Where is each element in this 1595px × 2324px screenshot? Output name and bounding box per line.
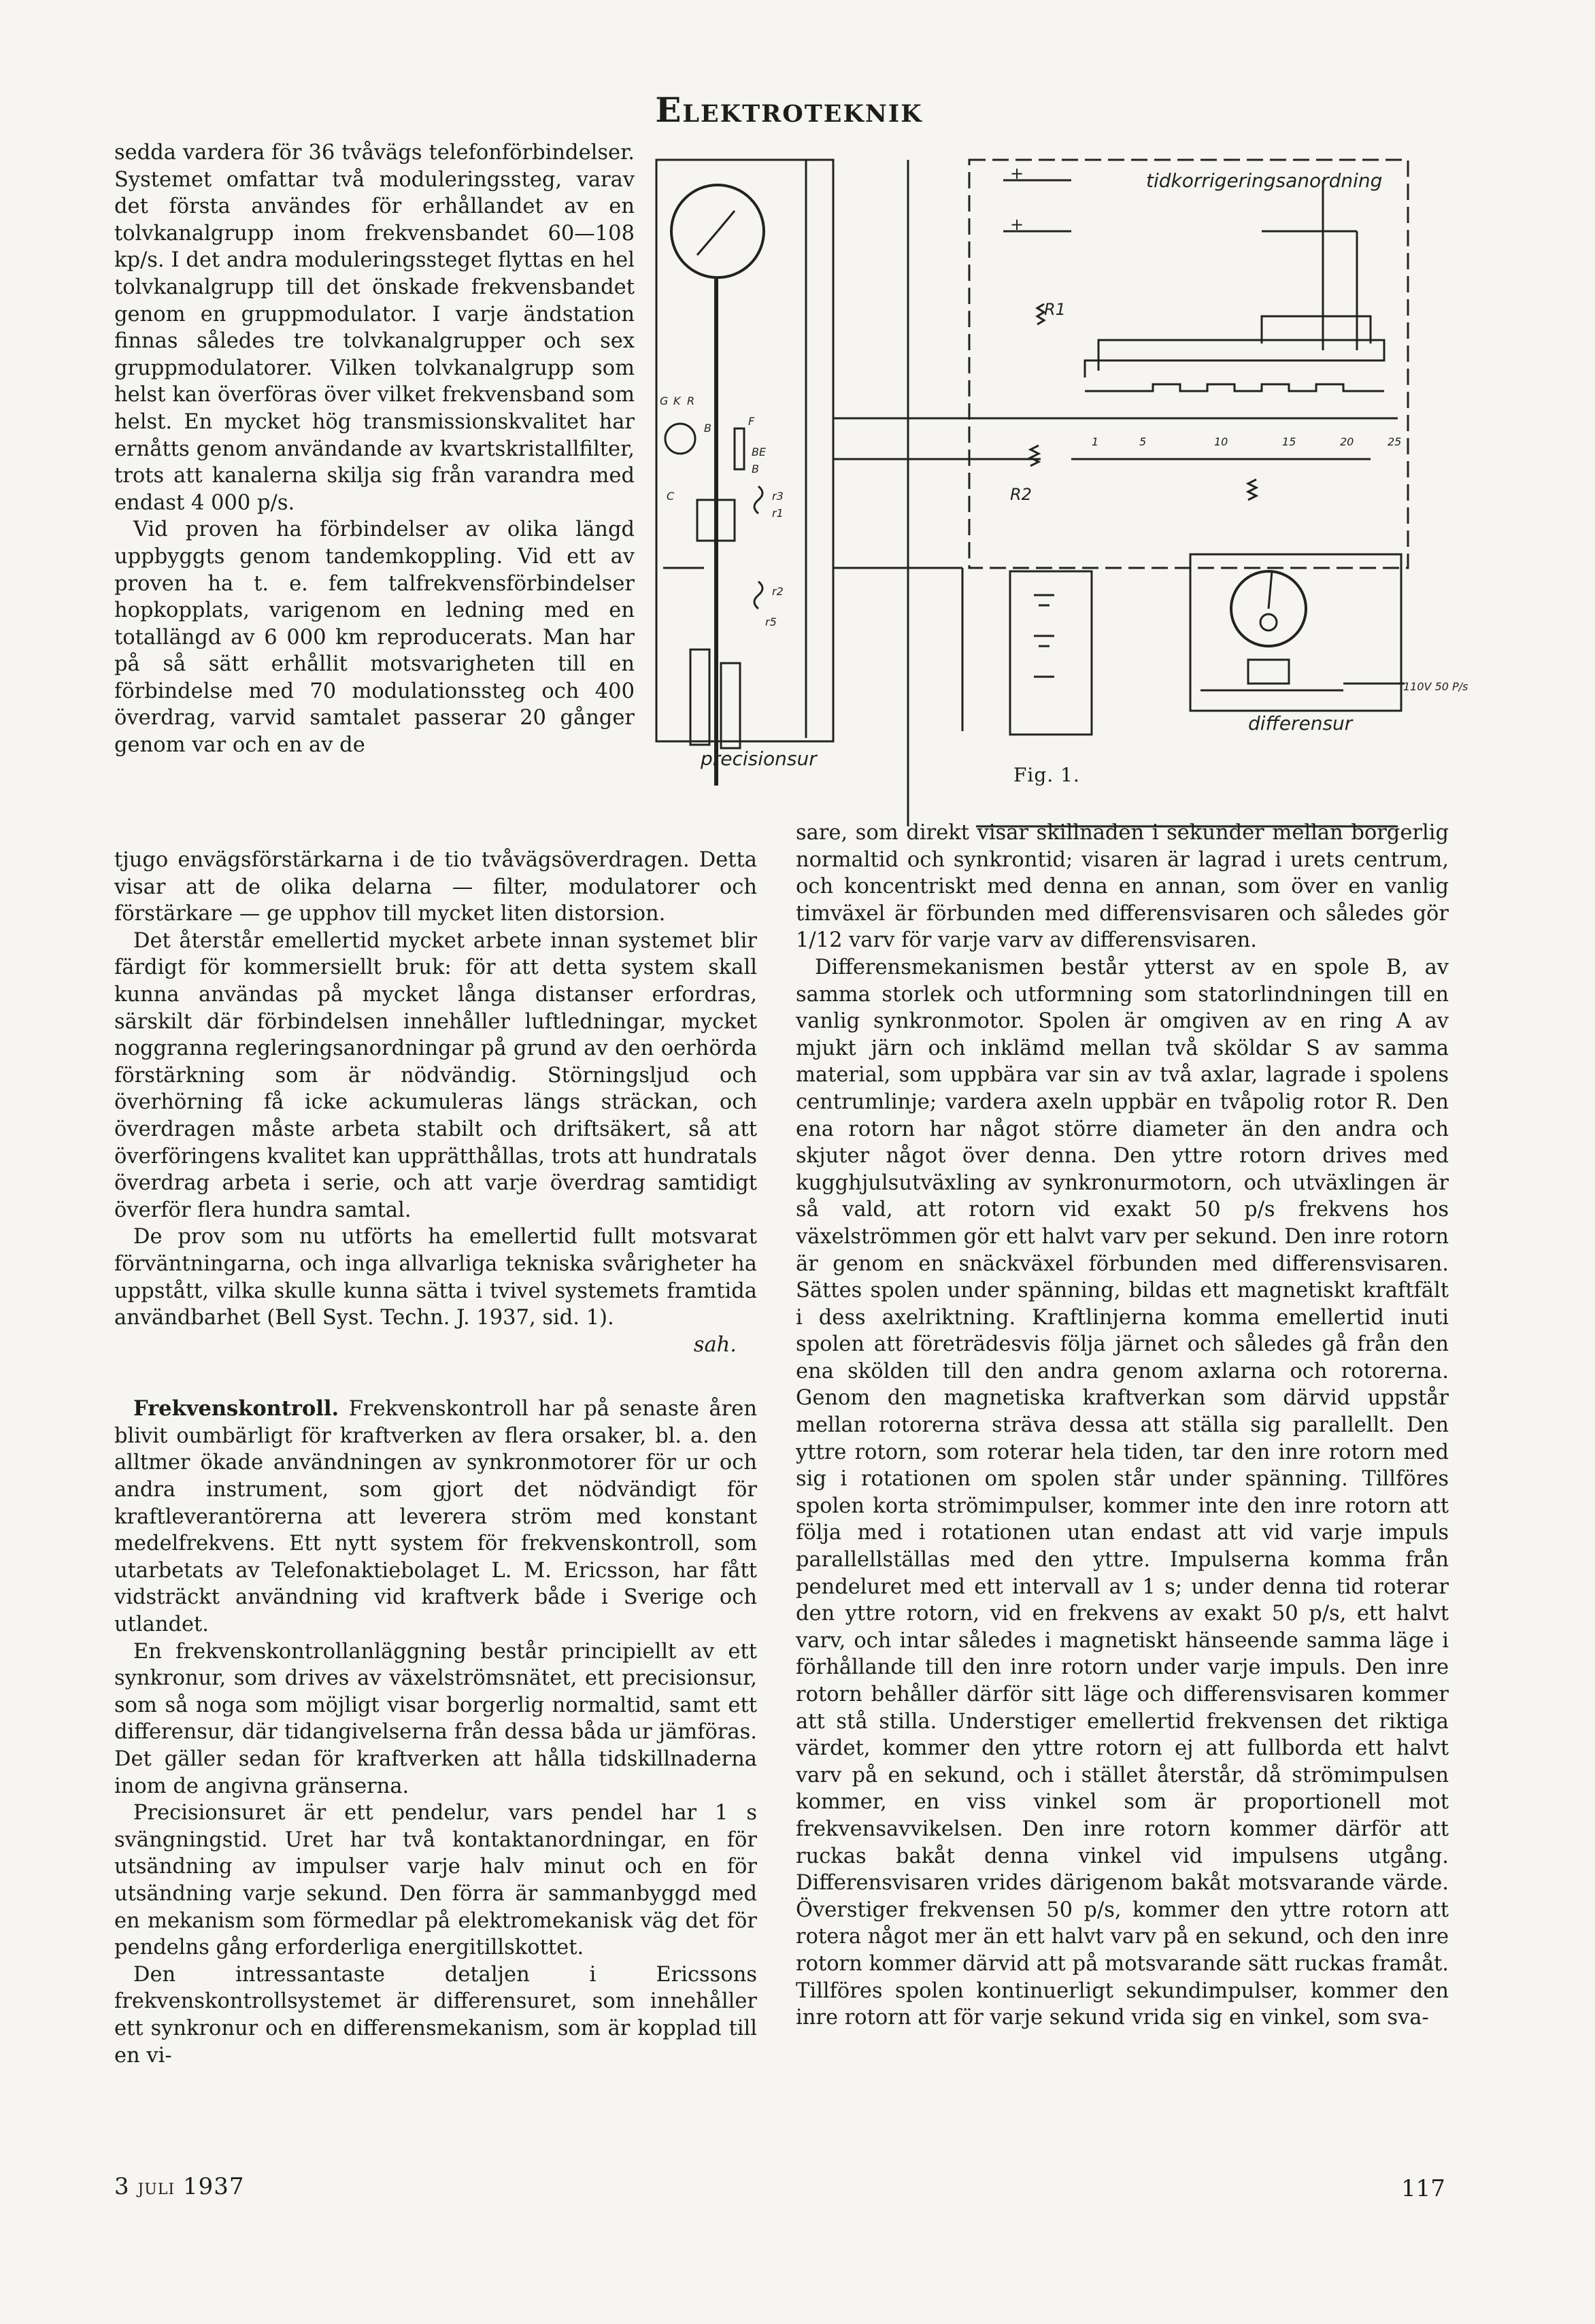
label-voltage: 110V 50 P/s <box>1403 680 1468 693</box>
article1-paragraph-4: Det återstår emellertid mycket arbete innan systemet blir färdigt för kommersiellt bruk: för att detta system skall kunna användas på mycket långa distanser erfordras, särskilt där förbindelsen innehåller luftledningar, mycket noggranna regleringsanordningar på grund av den oerhörda förstärkning som är nödvändig. Störningsljud och överhörning få icke ackumuleras längs sträckan, och överdragen måste arbeta stabilt och driftsäkert, så att överföringens kvalitet kan upprätthållas, trots att hundratals överdrag arbeta i serie, och att varje överdrag samtidigt överför flera hundra samtal. <box>114 928 757 1222</box>
small-label-r5: r5 <box>765 616 777 628</box>
article2-paragraph-1: Frekvenskontroll har på senaste åren blivit oumbärligt för kraftverken av flera orsaker, bl. a. den alltmer ökade användningen av synkronmotorer för ur och andra instrument, som gjort det nödvändigt för kraftleverantörerna att leverera ström med konstant medelfrekvens. Ett nytt system för frekvenskontroll, som utarbetats av Telefonaktiebolaget L. M. Ericsson, har fått vidsträckt användning vid kraftverk både i Sverige och utlandet. <box>114 1397 758 1637</box>
scale-20: 20 <box>1340 435 1354 448</box>
scale-1: 1 <box>1092 435 1099 448</box>
page-number: 117 <box>1401 2175 1445 2202</box>
small-label-be: BE <box>752 445 767 458</box>
label-r2: R2 <box>1010 485 1032 504</box>
article2-paragraph-5: sare, som direkt visar skillnaden i sekunder mellan borgerlig normaltid och synkrontid; visaren är lagrad i urets centrum, och koncentriskt med denna en annan, som över en vanlig timväxel är förbunden med differensvisaren och således gör 1/12 varv för varje varv av differensvisaren. <box>796 821 1449 953</box>
pendulum-weight-left <box>690 650 709 745</box>
article2-runin-heading: Frekvenskontroll. <box>133 1396 339 1421</box>
figure-caption: Fig. 1. <box>1013 764 1080 786</box>
small-label-k: K <box>673 394 681 407</box>
right-column <box>796 820 1449 2032</box>
circuit-diagram-svg <box>650 146 1468 908</box>
article1-paragraph-1: sedda vardera för 36 tvåvägs telefonförbindelser. Systemet omfattar två moduleringssteg, varav det första användes för erhållandet av en tolvkanalgrupp inom frekvensbandet 60—108 kp/s. I det andra moduleringssteget flyttas en hel tolvkanalgrupp till det önskade frekvensbandet genom en gruppmodulator. I varje ändstation finnas således tre tolvkanalgrupper och sex gruppmodulatorer. Vilken tolvkanalgrupp som helst kan överföras över vilket frekvensband som helst. En mycket hög transmissionskvalitet har ernåtts genom användande av kvartskristallfilter, trots att kanalerna skilja sig från varandra med endast 4 000 p/s. <box>114 141 635 515</box>
small-label-r3: r3 <box>772 490 784 503</box>
article1-paragraph-5: De prov som nu utförts ha emellertid fullt motsvarat förväntningarna, och inga allvarliga tekniska svårigheter ha uppstått, vilka skulle kunna sätta i tvivel systemets framtida användbarhet (Bell Syst. Techn. J. 1937, sid. 1). <box>114 1225 757 1330</box>
small-label-f: F <box>748 415 755 428</box>
small-labels <box>660 394 784 628</box>
page-header-title: Elektroteknik <box>655 90 923 130</box>
label-tidkorrigering: tidkorrigeringsanordning <box>1146 169 1383 192</box>
article1-column-top <box>114 139 635 759</box>
article2-paragraph-2: En frekvenskontrollanläggning består principiellt av ett synkronur, som drives av växelströmsnätet, ett precisionsur, som så noga som möjligt visar borgerlig normaltid, samt ett differensur, där tidangivelserna från dessa båda ur jämföras. Det gäller sedan för kraftverken att hålla tidskillnaderna inom de angivna gränserna. <box>114 1639 757 1798</box>
pendulum-weight-right <box>721 663 740 748</box>
small-label-b2: B <box>752 462 759 475</box>
article2-paragraph-4: Den intressantaste detaljen i Ericssons frekvenskontrollsystemet är differensuret, som innehåller ett synkronur och en differensmekanism, som är kopplad till en vi- <box>114 1962 757 2068</box>
scale-labels <box>1092 435 1401 448</box>
small-label-b: B <box>704 422 711 435</box>
article1-paragraph-2: Vid proven ha förbindelser av olika längd uppbyggts genom tandemkoppling. Vid ett av proven ha t. e. fem talfrekvensförbindelser hopkopplats, varigenom en ledning med en totallängd av 6 000 km reproducerats. Man har på så sätt erhållit motsvarigheten till en förbindelse med 70 modulationssteg och 400 överdrag, varvid samtalet passerar 20 gånger genom var och en av de <box>114 518 635 758</box>
tidkorrigering-box <box>969 160 1408 568</box>
small-label-r: R <box>687 394 695 407</box>
small-label-g: G <box>660 394 669 407</box>
footer-date-month: juli <box>137 2174 175 2200</box>
label-differensur: differensur <box>1248 712 1353 735</box>
footer-date <box>114 2173 244 2200</box>
article1-signature: sah. <box>693 1332 737 1357</box>
footer-date-day: 3 <box>114 2173 130 2200</box>
left-column-bottom <box>114 847 757 2069</box>
small-label-c: C <box>667 490 675 503</box>
figure-circuit-diagram <box>650 146 1468 908</box>
scale-15: 15 <box>1282 435 1296 448</box>
scale-5: 5 <box>1139 435 1147 448</box>
svg-text:+: + <box>1010 215 1024 234</box>
svg-text:+: + <box>1010 164 1024 183</box>
scale-25: 25 <box>1388 435 1402 448</box>
article2-paragraph-6: Differensmekanismen består ytterst av en spole B, av samma storlek och utformning som statorlindningen till en vanlig synkronmotor. Spolen är omgiven av en ring A av mjukt järn och inklämd mellan två sköldar S av samma material, som uppbära var sin av två axlar, lagrade i spolens centrumlinje; vardera axeln uppbär en tvåpolig rotor R. Den ena rotorn har något större diameter än den andra och skjuter något över denna. Den yttre rotorn drives med kugghjulsutväxling av synkronurmotorn, och utväxlingen är så vald, att rotorn vid exakt 50 p/s frekvens hos växelströmmen gör ett halvt varv per sekund. Den inre rotorn är genom en snäckväxel förbunden med differensvisaren. Sättes spolen under spänning, bildas ett magnetiskt kraftfält i dess axelriktning. Kraftlinjerna komma emellertid inuti spolen att företrädesvis följa järnet och således gå från den ena skölden till den andra genom axlarna och rotorerna. Genom den magnetiska kraftverkan som därvid uppstår mellan rotorerna sträva dessa att ställa sig parallellt. Den yttre rotorn, som roterar hela tiden, tar den inre rotorn med sig i rotationen om spolen står under spänning. Tillföres spolen korta strömimpulser, kommer inte den inre rotorn att följa med i rotationen utan endast att vid varje impuls parallellställas med den yttre. Impulserna komma från pendeluret med ett intervall av 1 s; under denna tid roterar den yttre rotorn, vid en frekvens av exakt 50 p/s, ett halvt varv, och intar således i magnetiskt hänseende samma läge i förhållande till den inre rotorn under varje impuls. Den inre rotorn behåller därför sitt läge och differensvisaren kommer att stå stilla. Understiger emellertid frekvensen det riktiga värdet, kommer den yttre rotorn ej att fullborda ett halvt varv på en sekund, och i stället återstår, då strömimpulsen kommer, en viss vinkel som är proportionell mot frekvensavvikelsen. Den inre rotorn kommer därför att ruckas bakåt denna vinkel vid impulsens utgång. Differensvisaren vrides därigenom bakåt motsvarande värde. Överstiger frekvensen 50 p/s, kommer den yttre rotorn att rotera något mer än ett halvt varv på en sekund, och den inre rotorn kommer därvid att på motsvarande sätt ruckas framåt. Tillföres spolen kontinuerligt sekundimpulser, kommer den inre rotorn att för varje sekund vrida sig en vinkel, som sva- <box>796 955 1449 2030</box>
small-label-r1-small: r1 <box>772 507 784 520</box>
footer-date-year: 1937 <box>182 2173 245 2200</box>
article1-paragraph-3: tjugo envägsförstärkarna i de tio tvåvägsöverdragen. Detta visar att de olika delarna — filter, modulatorer och förstärkare — ge upphov till mycket liten distorsion. <box>114 848 757 926</box>
label-r1: R1 <box>1044 300 1066 319</box>
scale-10: 10 <box>1214 435 1228 448</box>
small-label-r2-small: r2 <box>772 585 784 598</box>
label-precisionsur: precisionsur <box>701 747 817 770</box>
article2-paragraph-3: Precisionsuret är ett pendelur, vars pendel har 1 s svängningstid. Uret har två kontaktanordningar, en för utsändning av impulser varje halv minut och en för utsändning varje sekund. Den förra är sammanbyggd med en mekanism som förmedlar på elektromekanisk väg det för pendelns gång erforderliga energitillskottet. <box>114 1801 757 1960</box>
